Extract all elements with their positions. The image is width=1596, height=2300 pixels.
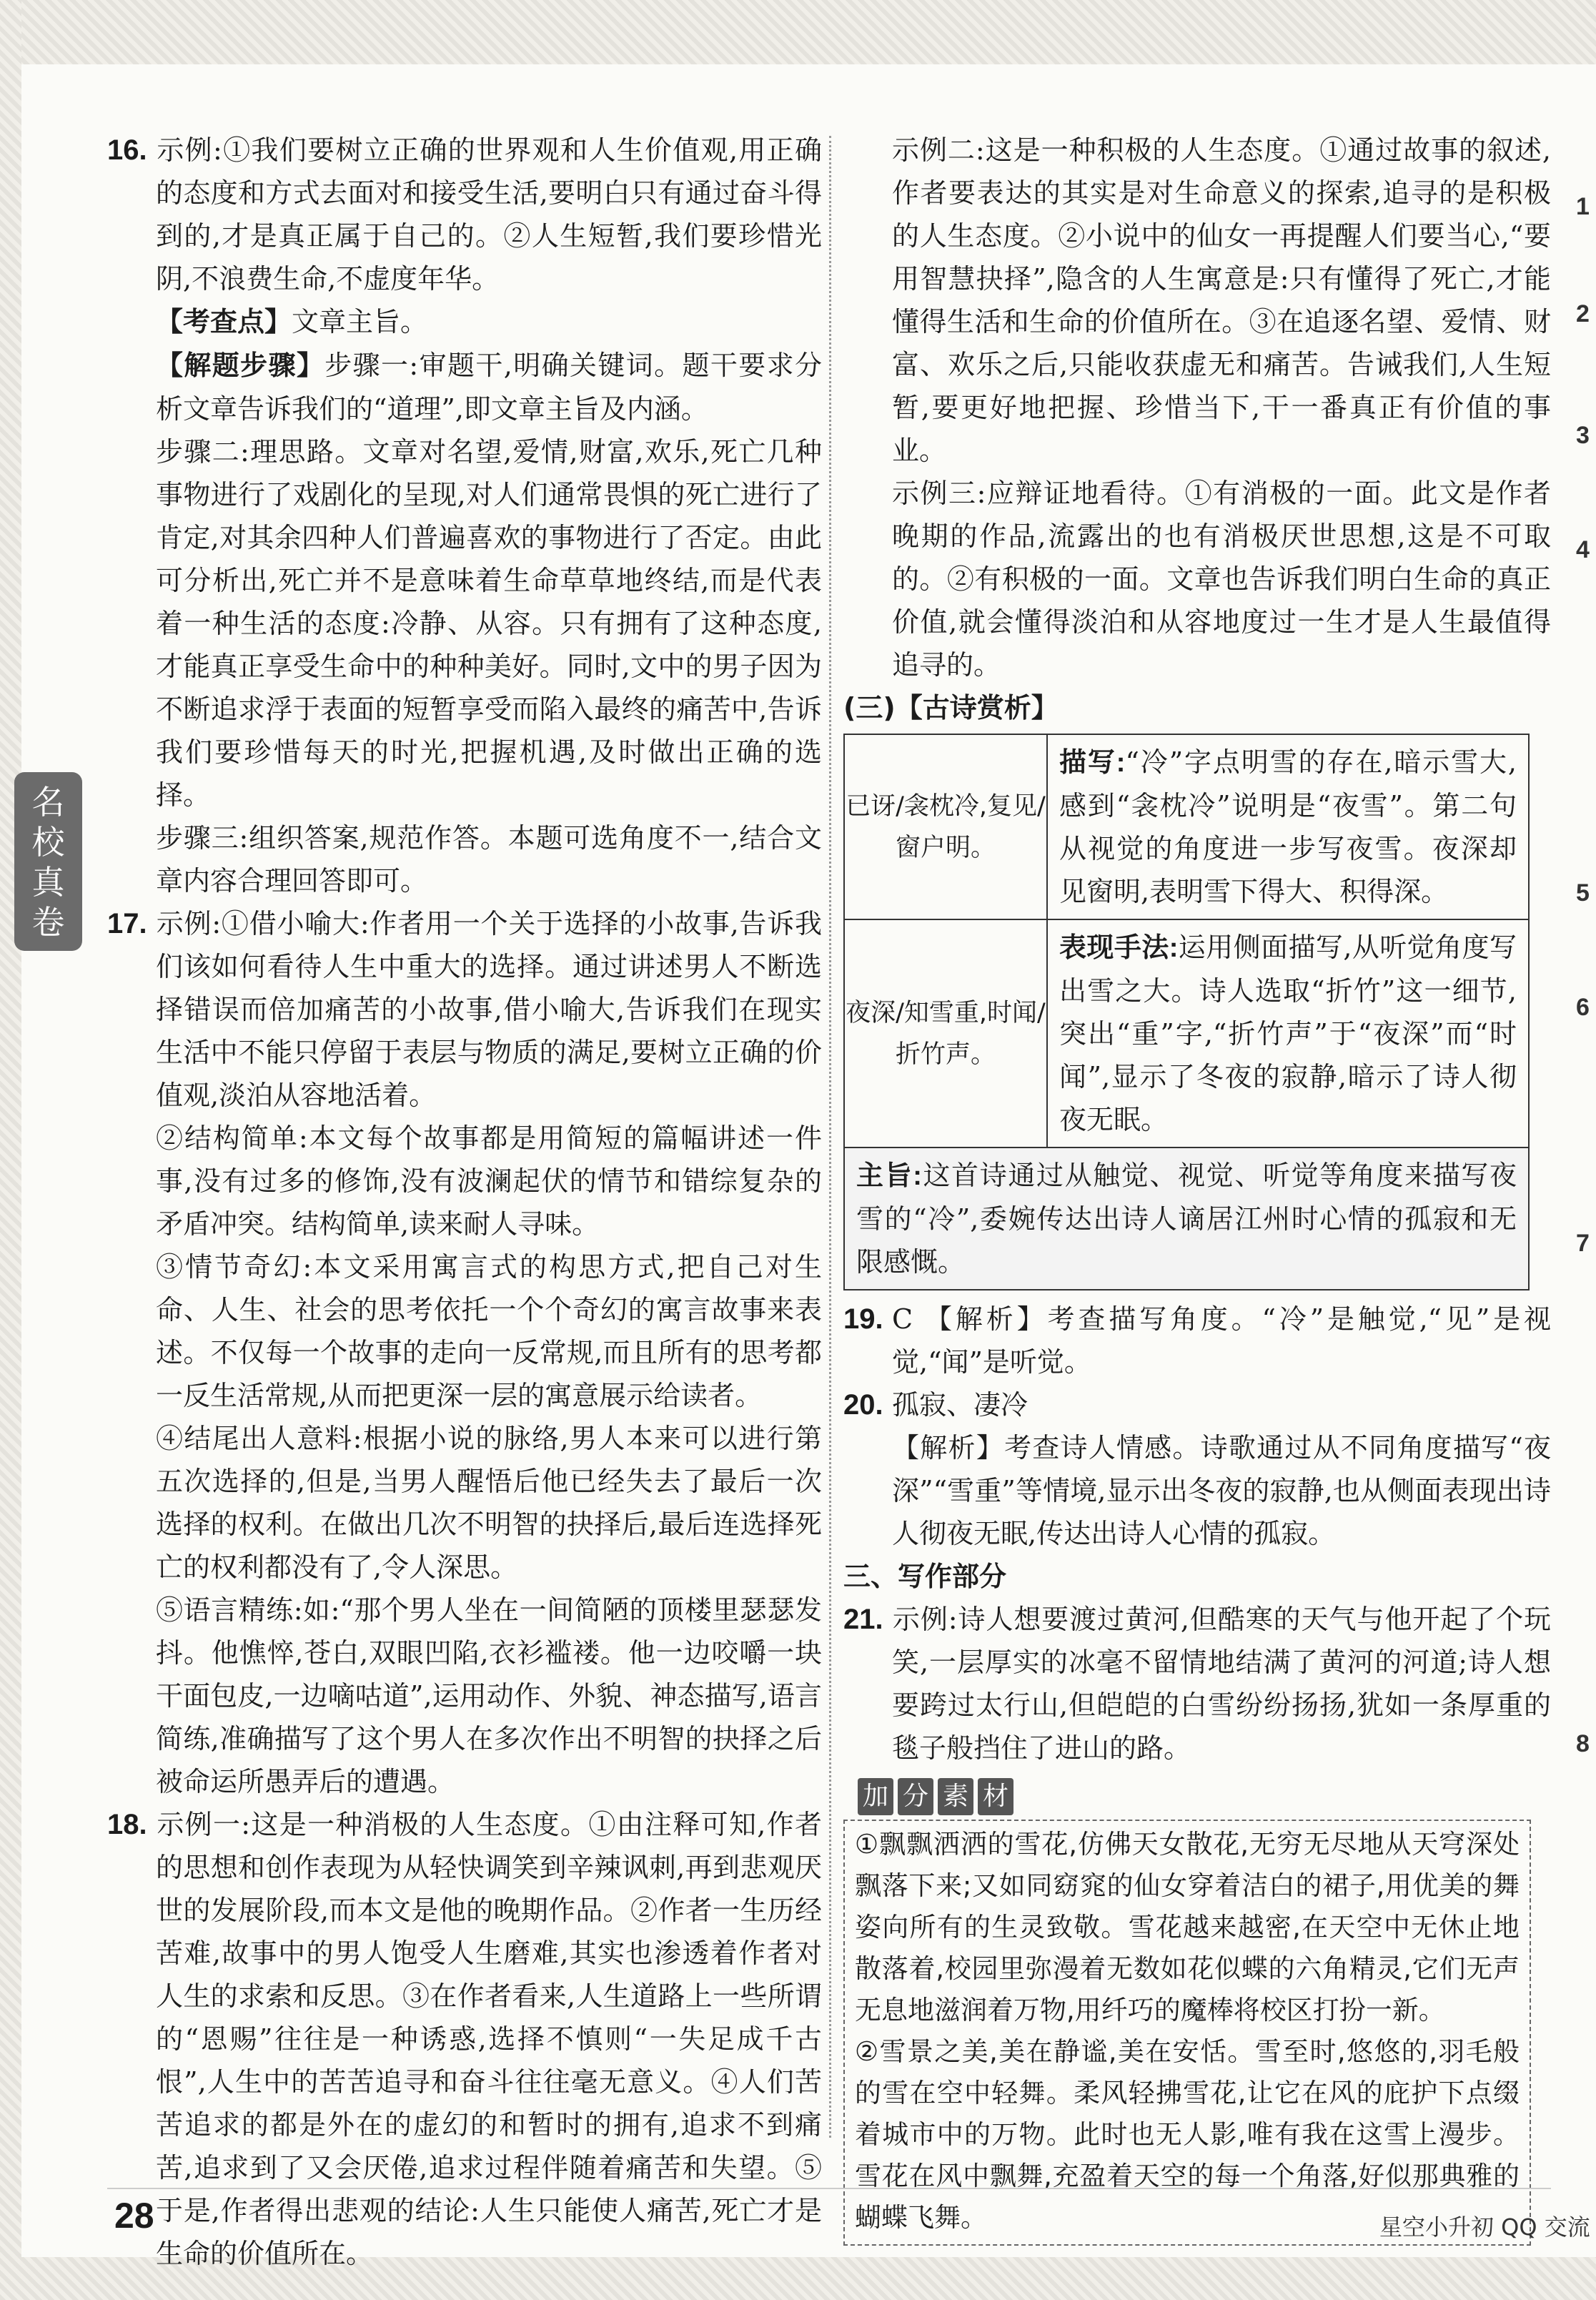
analysis-text: “冷”字点明雪的存在,暗示雪大,感到“衾枕冷”说明是“夜雪”。第二句从视觉的角度进一步写夜雪。夜深却见窗明,表明雪下得大、积得深。: [1059, 746, 1517, 907]
left-border: [0, 0, 21, 2300]
column-divider: [829, 136, 831, 2138]
theme-text: 这首诗通过从触觉、视觉、听觉等角度来描写夜雪的“冷”,委婉传达出诗人谪居江州时心情的孤寂和无限感慨。: [856, 1160, 1517, 1278]
question-19: [843, 1298, 1551, 1383]
top-border: [0, 0, 1596, 64]
badge-char: 分: [898, 1778, 933, 1815]
bonus-material-box: [843, 1820, 1531, 2246]
edge-numbers: [1576, 0, 1596, 2300]
right-column: [843, 129, 1551, 2246]
question-20-analysis: 【解析】考查诗人情感。诗歌通过从不同角度描写“夜深”“雪重”等情境,显示出冬夜的寂静,也从侧面表现出诗人彻夜无眠,传达出诗人心情的孤寂。: [892, 1432, 1551, 1549]
question-18: [107, 1803, 822, 2275]
footer-text: 星空小升初 QQ 交流: [1379, 2213, 1590, 2241]
solution-step-1: [107, 344, 822, 430]
key-point-text: 文章主旨。: [292, 306, 428, 337]
question-number: 16.: [107, 134, 147, 166]
answer-text: 孤寂、凄冷: [892, 1389, 1029, 1421]
badge-char: 素: [938, 1778, 973, 1815]
analysis-cell: [1047, 734, 1529, 919]
theme-cell: [844, 1147, 1529, 1290]
edge-number: 5: [1576, 879, 1590, 907]
answer-text: 示例:诗人想要渡过黄河,但酷寒的天气与他开起了个玩笑,一层厚实的冰毫不留情地结满了黄河的河道;诗人想要跨过太行山,但皑皑的白雪纷纷扬扬,犹如一条厚重的毯子般挡住了进山的路。: [892, 1604, 1551, 1764]
analysis-term: 表现手法:: [1059, 933, 1179, 963]
page-number: 28: [114, 2196, 154, 2236]
answer-text: 示例:①借小喻大:作者用一个关于选择的小故事,告诉我们该如何看待人生中重大的选择。通过讲述男人不断选择错误而倍加痛苦的小故事,借小喻大,告诉我们在现实生活中不能只停留于表层与物质的满足,要树立正确的价值观,淡泊从容地活着。: [156, 908, 822, 1111]
side-tab: [14, 772, 82, 951]
table-row: [844, 1147, 1529, 1290]
solution-step-2: 步骤二:理思路。文章对名望,爱情,财富,欢乐,死亡几种事物进行了戏剧化的呈现,对人们通常畏惧的死亡进行了肯定,对其余四种人们普遍喜欢的事物进行了否定。由此可分析出,死亡并不是意味着生命草草地终结,而是代表着一种生活的态度:冷静、从容。只有拥有了这种态度,才能真正享受生命中的种种美好。同时,文中的男子因为不断追求浮于表面的短暂享受而陷入最终的痛苦中,告诉我们要珍惜每天的时光,把握机遇,及时做出正确的选择。: [156, 436, 822, 811]
question-21: [843, 1598, 1551, 1770]
step-text: 步骤一:审题干,明确关键词。题干要求分析文章告诉我们的“道理”,即文章主旨及内涵。: [156, 350, 822, 425]
poem-analysis-table: [843, 734, 1530, 1290]
side-tab-label: 名校真卷: [31, 783, 65, 942]
badge-char: 加: [858, 1778, 893, 1815]
question-20: [843, 1383, 1551, 1426]
table-row: [844, 919, 1529, 1147]
writing-heading: 三、写作部分: [843, 1561, 1007, 1592]
key-point-label: 【考查点】: [156, 307, 292, 337]
answer-point-3: ③情节奇幻:本文采用寓言式的构思方式,把自己对生命、人生、社会的思考依托一个个奇幻的寓言故事来表述。不仅每一个故事的走向一反常规,而且所有的思考都一反生活常规,从而把更深一层的寓意展示给读者。: [156, 1251, 822, 1411]
bonus-badge: [858, 1778, 1013, 1815]
solution-label: 【解题步骤】: [156, 351, 325, 381]
question-number: 21.: [843, 1604, 883, 1635]
answer-point-4: ④结尾出人意料:根据小说的脉络,男人本来可以进行第五次选择的,但是,当男人醒悟后他已经失去了最后一次选择的权利。在做出几次不明智的抉择后,最后连选择死亡的权利都没有了,令人深思。: [156, 1423, 822, 1583]
table-row: [844, 734, 1529, 919]
edge-number: 8: [1576, 1730, 1590, 1757]
question-16: [107, 129, 822, 300]
solution-step-3: 步骤三:组织答案,规范作答。本题可选角度不一,结合文章内容合理回答即可。: [156, 822, 822, 897]
poem-line: 夜深/知雪重,时闻/折竹声。: [844, 919, 1047, 1147]
edge-number: 7: [1576, 1230, 1590, 1257]
badge-char: 材: [978, 1778, 1013, 1815]
footer-rule: [107, 2188, 1551, 2189]
theme-term: 主旨:: [856, 1161, 922, 1191]
question-number: 19.: [843, 1303, 883, 1335]
question-number: 17.: [107, 908, 147, 939]
answer-text: 示例一:这是一种消极的人生态度。①由注释可知,作者的思想和创作表现为从轻快调笑到辛辣讽刺,再到悲观厌世的发展阶段,而本文是他的晚期作品。②作者一生历经苦难,故事中的男人饱受人生磨难,其实也渗透着作者对人生的求索和反思。③在作者看来,人生道路上一些所谓的“恩赐”往往是一种诱惑,选择不慎则“一失足成千古恨”,人生中的苦苦追寻和奋斗往往毫无意义。④人们苦苦追求的都是外在的虚幻的和暂时的拥有,追求不到痛苦,追求到了又会厌倦,追求过程伴随着痛苦和失望。⑤于是,作者得出悲观的结论:人生只能使人痛苦,死亡才是生命的价值所在。: [156, 1809, 822, 2269]
answer-text: C 【解析】考查描写角度。“冷”是触觉,“见”是视觉,“闻”是听觉。: [892, 1303, 1551, 1378]
edge-number: 1: [1576, 193, 1590, 220]
edge-number: 2: [1576, 300, 1590, 327]
example-2: 示例二:这是一种积极的人生态度。①通过故事的叙述,作者要表达的其实是对生命意义的探索,追寻的是积极的人生态度。②小说中的仙女一再提醒人们要当心,“要用智慧抉择”,隐含的人生寓意是:只有懂得了死亡,才能懂得生活和生命的价值所在。③在追逐名望、爱情、财富、欢乐之后,只能收获虚无和痛苦。告诫我们,人生短暂,要更好地把握、珍惜当下,干一番真正有价值的事业。: [892, 134, 1551, 466]
answer-point-2: ②结构简单:本文每个故事都是用简短的篇幅讲述一件事,没有过多的修饰,没有波澜起伏的情节和错综复杂的矛盾冲突。结构简单,读来耐人寻味。: [156, 1122, 822, 1240]
left-column: [107, 129, 822, 2275]
edge-number: 4: [1576, 536, 1590, 563]
edge-number: 6: [1576, 994, 1590, 1021]
poem-line: 已讶/衾枕冷,复见/窗户明。: [844, 734, 1047, 919]
question-number: 20.: [843, 1389, 883, 1421]
question-17: [107, 902, 822, 1117]
answer-point-5: ⑤语言精练:如:“那个男人坐在一间简陋的顶楼里瑟瑟发抖。他憔悴,苍白,双眼凹陷,衣衫褴褛。他一边咬嚼一块干面包皮,一边嘀咕道”,运用动作、外貌、神态描写,语言简练,准确描写了这个男人在多次作出不明智的抉择之后被命运所愚弄后的遭遇。: [156, 1594, 822, 1797]
analysis-term: 描写:: [1059, 748, 1126, 778]
answer-text: 示例:①我们要树立正确的世界观和人生价值观,用正确的态度和方式去面对和接受生活,要明白只有通过奋斗得到的,才是真正属于自己的。②人生短暂,我们要珍惜光阴,不浪费生命,不虚度年华。: [156, 134, 822, 295]
analysis-text: 运用侧面描写,从听觉角度写出雪之大。诗人选取“折竹”这一细节,突出“重”字,“折竹声”于“夜深”而“时闻”,显示了冬夜的寂静,暗示了诗人彻夜无眠。: [1059, 932, 1517, 1135]
edge-number: 3: [1576, 422, 1590, 449]
analysis-cell: [1047, 919, 1529, 1147]
material-paragraph: ②雪景之美,美在静谧,美在安恬。雪至时,悠悠的,羽毛般的雪在空中轻舞。柔风轻拂雪花,让它在风的庇护下点缀着城市中的万物。此时也无人影,唯有我在这雪上漫步。雪花在风中飘舞,充盈着天空的每一个角落,好似那典雅的蝴蝶飞舞。: [855, 2036, 1520, 2233]
poem-section-heading: (三)【古诗赏析】: [843, 692, 1059, 724]
material-paragraph: ①飘飘洒洒的雪花,仿佛天女散花,无穷无尽地从天穹深处飘落下来;又如同窈窕的仙女穿着洁白的裙子,用优美的舞姿向所有的生灵致敬。雪花越来越密,在天空中无休止地散落着,校园里弥漫着无数如花似蝶的六角精灵,它们无声无息地滋润着万物,用纤巧的魔棒将校区打扮一新。: [855, 1829, 1520, 2025]
key-point: [107, 300, 822, 344]
example-3: 示例三:应辩证地看待。①有消极的一面。此文是作者晚期的作品,流露出的也有消极厌世思想,这是不可取的。②有积极的一面。文章也告诉我们明白生命的真正价值,就会懂得淡泊和从容地度过一生才是人生最值得追寻的。: [892, 478, 1551, 681]
question-number: 18.: [107, 1809, 147, 1840]
